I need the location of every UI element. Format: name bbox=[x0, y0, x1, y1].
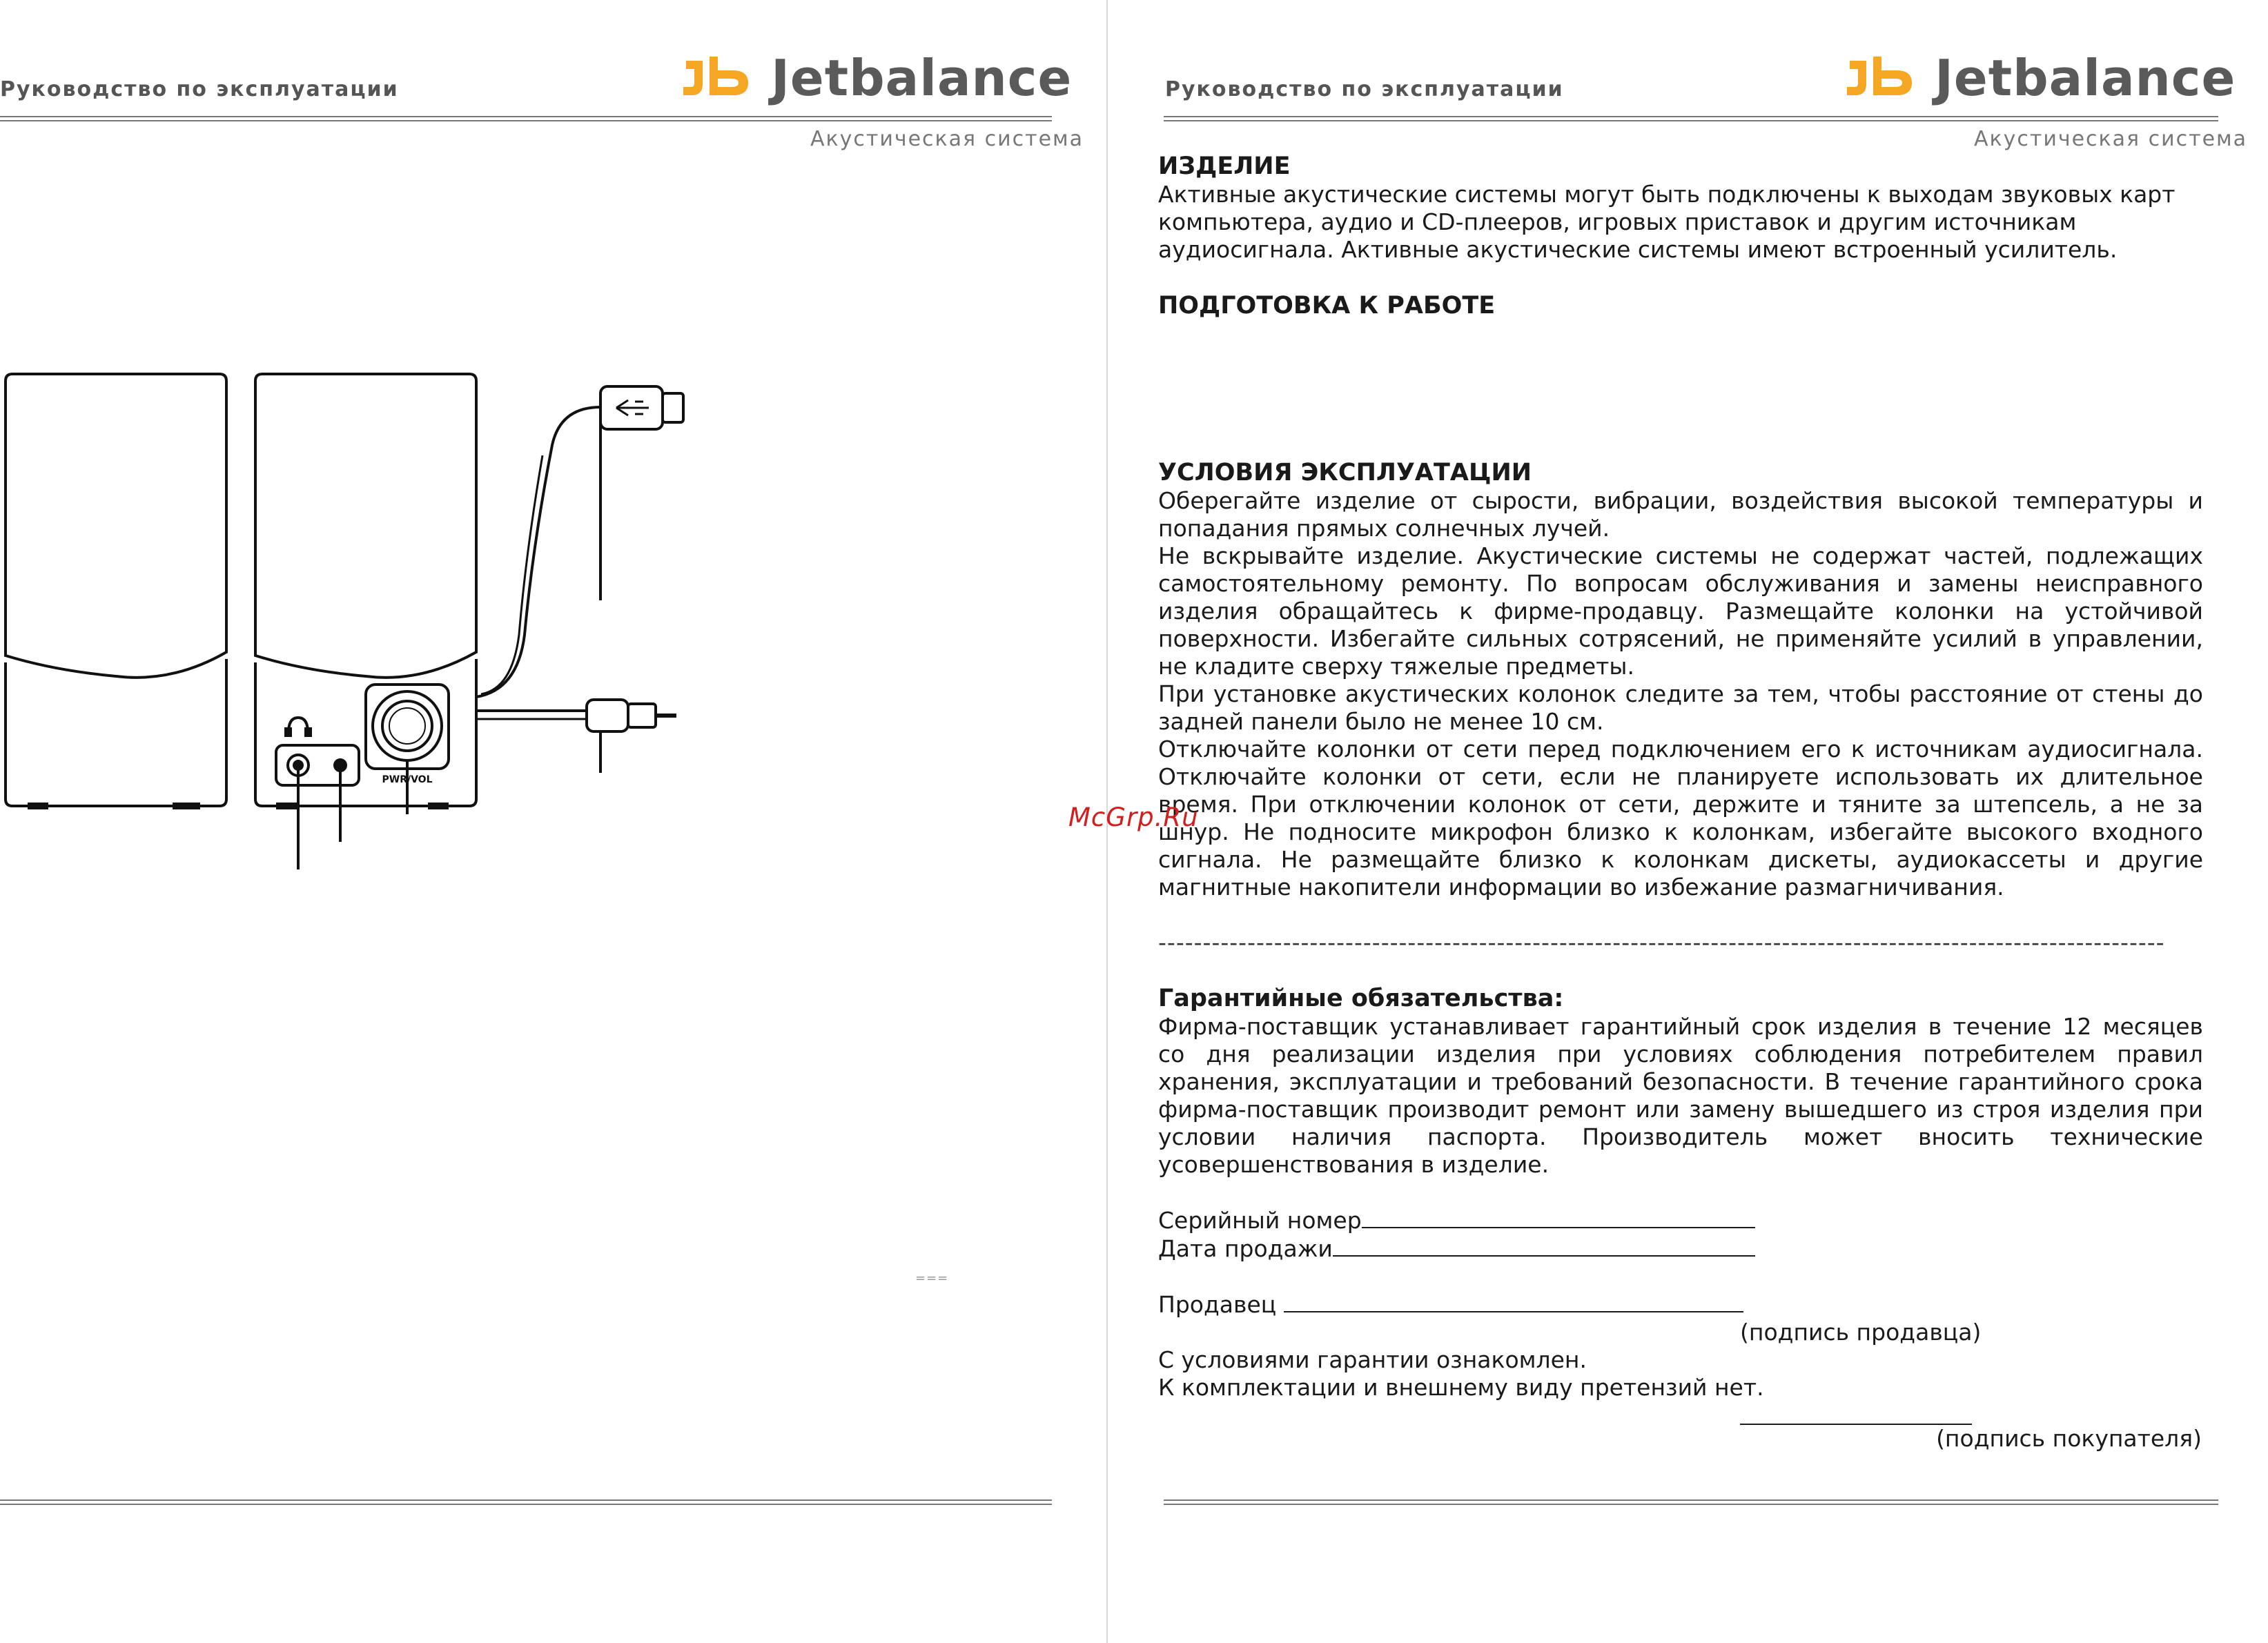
header-rule-left bbox=[0, 116, 1052, 121]
warranty-text: Фирма-поставщик устанавливает гарантийный срок изделия в течение 12 месяцев со дня реализации изделия при условиях соблюдения потребителем правил хранения, эксплуатации и требований безопасности. В течение гарантийного срока фирма-поставщик производит ремонт или замену вышедшего из строя изделия при условии наличия паспорта. Производитель может вносить технические усовершенствования в изделие. bbox=[1158, 1013, 2203, 1178]
jb-logo-icon bbox=[1846, 57, 1923, 99]
left-page bbox=[0, 0, 1107, 1643]
section-heading-conditions: УСЛОВИЯ ЭКСПЛУАТАЦИИ bbox=[1158, 459, 1532, 486]
usb-icon bbox=[616, 400, 649, 415]
section-heading-warranty: Гарантийные обязательства: bbox=[1158, 985, 1564, 1012]
left-speaker-base bbox=[6, 659, 226, 806]
right-speaker-front bbox=[255, 374, 476, 678]
conditions-paragraph-4: Отключайте колонки от сети перед подключением его к источникам аудиосигнала. Отключайте колонки от сети, если не планируете использовать их длительное время. При отключении колонок от сети, держите и тяните за штепсель, а не за шнур. Не подносите микрофон близко к колонкам, избегайте высокого входного сигнала. Не размещайте близко к колонкам дискеты, аудиокассеты и другие магнитные накопители информации во избежание размагничивания. bbox=[1158, 736, 2203, 901]
brand-name: Jetbalance bbox=[1935, 49, 2236, 107]
seller-line bbox=[1284, 1290, 1743, 1312]
brand-logo-right bbox=[1846, 49, 2236, 107]
sale-date-field bbox=[1158, 1234, 2203, 1263]
serial-number-line bbox=[1362, 1206, 1755, 1228]
buyer-signature-line bbox=[1740, 1401, 1972, 1425]
footer-rule-left bbox=[0, 1499, 1052, 1505]
knob-label: PWR/VOL bbox=[382, 774, 433, 785]
left-speaker-front bbox=[6, 374, 226, 678]
brand-name: Jetbalance bbox=[771, 49, 1073, 107]
separator-line: ----------------------------------------------------------------------------------------------------------------- bbox=[1158, 929, 2165, 956]
watermark: McGrp.Ru bbox=[1068, 803, 1199, 832]
subtitle-right: Акустическая система bbox=[1974, 127, 2248, 151]
header-rule-right bbox=[1164, 116, 2218, 121]
footer-rule-right bbox=[1164, 1499, 2218, 1505]
product-text: Активные акустические системы могут быть подключены к выходам звуковых карт компьютера, аудио и CD-плееров, игровых приставок и другим источникам аудиосигнала. Активные акустические системы имеют встроенный усилитель. bbox=[1158, 181, 2176, 263]
header-title-right: Руководство по эксплуатации bbox=[1165, 77, 1564, 101]
seller-label: Продавец bbox=[1158, 1291, 1284, 1318]
knob-panel bbox=[366, 685, 449, 769]
header-title-left: Руководство по эксплуатации bbox=[0, 77, 399, 101]
buyer-signature-note: (подпись покупателя) bbox=[1936, 1425, 2202, 1452]
subtitle-left: Акустическая система bbox=[810, 127, 1084, 151]
usb-cable bbox=[476, 407, 600, 697]
sale-date-line bbox=[1333, 1234, 1755, 1257]
seller-field bbox=[1158, 1290, 2203, 1319]
acknowledgement-2: К комплектации и внешнему виду претензий нет. bbox=[1158, 1374, 1764, 1401]
brand-logo-left bbox=[682, 49, 1073, 107]
section-heading-product: ИЗДЕЛИЕ bbox=[1158, 153, 1291, 180]
serial-number-label: Серийный номер bbox=[1158, 1207, 1362, 1234]
section-heading-preparation: ПОДГОТОВКА К РАБОТЕ bbox=[1158, 292, 1496, 319]
small-mark: === bbox=[915, 1271, 949, 1286]
speakers-illustration bbox=[0, 373, 690, 883]
manual-content bbox=[1158, 152, 2203, 1453]
seller-signature-note: (подпись продавца) bbox=[1740, 1319, 1982, 1346]
conditions-paragraph-1: Оберегайте изделие от сырости, вибрации, воздействия высокой температуры и попадания прямых солнечных лучей. bbox=[1158, 487, 2203, 542]
conditions-paragraph-2: Не вскрывайте изделие. Акустические системы не содержат частей, подлежащих самостоятельному ремонту. По вопросам обслуживания и замены неисправного изделия обращайтесь к фирме-продавцу. Размещайте колонки на устойчивой поверхности. Избегайте сильных сотрясений, не применяйте усилий в управлении, не кладите сверху тяжелые предметы. bbox=[1158, 542, 2203, 680]
jb-logo-icon bbox=[682, 57, 759, 99]
conditions-paragraph-3: При установке акустических колонок следите за тем, чтобы расстояние от стены до задней панели было не менее 10 см. bbox=[1158, 680, 2203, 735]
indicator-led bbox=[335, 760, 346, 771]
sale-date-label: Дата продажи bbox=[1158, 1235, 1333, 1262]
serial-number-field bbox=[1158, 1206, 2203, 1234]
acknowledgement-1: С условиями гарантии ознакомлен. bbox=[1158, 1346, 1587, 1373]
rca-plug-icon bbox=[587, 700, 628, 731]
